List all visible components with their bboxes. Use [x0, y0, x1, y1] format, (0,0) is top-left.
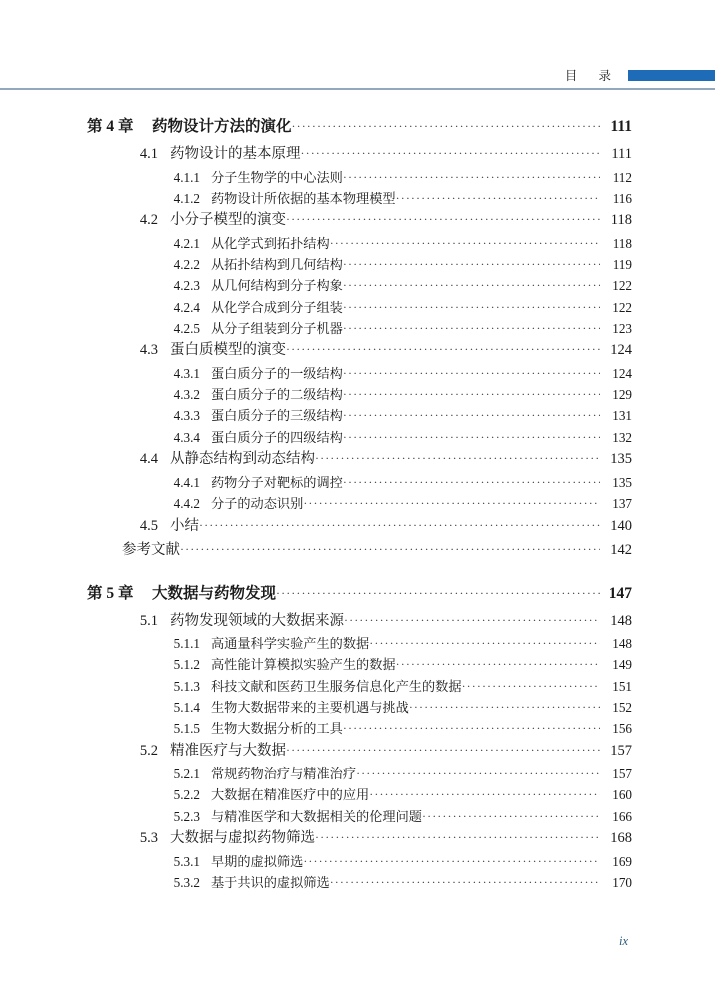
toc-entry-sub[interactable]	[87, 360, 632, 381]
toc-entry-title: 基于共识的虚拟筛选	[211, 874, 330, 890]
toc-leader-dots	[180, 543, 600, 555]
toc-entry-title: 大数据与虚拟药物筛选	[170, 830, 315, 847]
toc-entry-page-number: 156	[612, 720, 632, 736]
toc-leader-dots	[286, 744, 600, 756]
running-header-title: 目 录	[564, 69, 620, 83]
toc-entry-number: 5.3	[139, 830, 158, 847]
toc-entry-title: 从拓扑结构到几何结构	[211, 257, 343, 273]
toc-entry-page-number: 118	[612, 235, 632, 251]
toc-entry-page-number: 160	[612, 787, 632, 803]
toc-entry-sub[interactable]	[87, 424, 632, 445]
toc-entry-number: 4.2.3	[173, 278, 200, 294]
toc-entry-page-number: 124	[612, 365, 632, 381]
toc-entry-sub[interactable]	[87, 760, 632, 781]
toc-leader-dots	[286, 343, 600, 355]
toc-entry-title: 药物分子对靶标的调控	[211, 474, 343, 490]
toc-leader-dots	[343, 301, 600, 313]
toc-entry-sub[interactable]	[87, 651, 632, 672]
toc-entry-sub[interactable]	[87, 272, 632, 293]
toc-entry-number: 5.1	[139, 612, 158, 629]
toc-entry-number: 5.1.5	[173, 720, 200, 736]
toc-entry-page-number: 111	[611, 146, 632, 162]
chapter-spacer	[0, 560, 715, 573]
toc-entry-number: 4.3.4	[173, 429, 200, 445]
toc-entry-number: 5.2.3	[173, 808, 200, 824]
toc-entry-page-number: 140	[610, 517, 632, 534]
toc-entry-title: 药物设计所依据的基本物理模型	[211, 190, 396, 206]
toc-entry-title: 科技文献和医药卫生服务信息化产生的数据	[211, 678, 462, 694]
running-header	[0, 62, 715, 88]
toc-entry-title: 分子生物学的中心法则	[211, 169, 343, 185]
toc-leader-dots	[343, 258, 600, 270]
toc-entry-number: 5.3.1	[173, 853, 200, 869]
toc-entry-section[interactable]	[87, 736, 632, 760]
toc-leader-dots	[396, 658, 600, 670]
toc-entry-title: 蛋白质分子的二级结构	[211, 387, 343, 403]
toc-entry-title: 参考文献	[122, 542, 180, 559]
toc-entry-page-number: 135	[610, 451, 632, 468]
toc-entry-page-number: 123	[612, 320, 632, 336]
toc-leader-dots	[396, 192, 600, 204]
toc-entry-sub[interactable]	[87, 402, 632, 423]
toc-entry-page-number: 148	[610, 612, 632, 629]
toc-entry-section[interactable]	[87, 445, 632, 469]
toc-leader-dots	[276, 587, 600, 599]
toc-entry-title: 蛋白质模型的演变	[170, 342, 286, 359]
toc-entry-title: 药物设计的基本原理	[170, 146, 301, 162]
toc-entry-sub[interactable]	[87, 164, 632, 185]
toc-entry-title: 蛋白质分子的三级结构	[211, 408, 343, 424]
toc-entry-title: 大数据与药物发现	[152, 584, 277, 602]
toc-entry-sub[interactable]	[87, 803, 632, 824]
toc-leader-dots	[409, 701, 600, 713]
toc-leader-dots	[292, 120, 600, 132]
toc-entry-title: 从化学式到拓扑结构	[211, 235, 330, 251]
toc-entry-section[interactable]	[87, 206, 632, 230]
toc-entry-title: 蛋白质分子的一级结构	[211, 365, 343, 381]
toc-entry-sub[interactable]	[87, 715, 632, 736]
toc-entry-sub[interactable]	[87, 869, 632, 890]
toc-entry-sub[interactable]	[87, 781, 632, 802]
toc-leader-dots	[343, 279, 600, 291]
toc-entry-page-number: 116	[612, 190, 632, 206]
toc-entry-number: 4.3.2	[173, 387, 200, 403]
toc-entry-sub[interactable]	[87, 673, 632, 694]
toc-entry-page-number: 157	[610, 742, 632, 759]
toc-entry-page-number: 147	[608, 584, 632, 602]
toc-entry-number: 第 5 章	[87, 584, 134, 602]
toc-entry-title: 精准医疗与大数据	[170, 742, 286, 759]
toc-entry-page-number: 131	[612, 408, 632, 424]
toc-entry-plain[interactable]	[87, 535, 632, 560]
toc-entry-page-number: 170	[612, 874, 632, 890]
toc-entry-number: 4.4	[139, 451, 158, 468]
toc-entry-section[interactable]	[87, 511, 632, 535]
toc-entry-page-number: 111	[610, 118, 632, 135]
toc-leader-dots	[343, 722, 600, 734]
toc-entry-page-number: 122	[612, 299, 632, 315]
header-accent-bar	[628, 70, 715, 81]
toc-entry-number: 4.2.2	[173, 257, 200, 273]
toc-entry-page-number: 122	[612, 278, 632, 294]
toc-entry-page-number: 132	[612, 429, 632, 445]
toc-entry-number: 4.3.3	[173, 408, 200, 424]
toc-entry-sub[interactable]	[87, 469, 632, 490]
toc-leader-dots	[199, 519, 600, 531]
toc-entry-page-number: 119	[612, 257, 632, 273]
toc-entry-number: 5.1.3	[173, 678, 200, 694]
toc-entry-number: 4.3.1	[173, 365, 200, 381]
toc-entry-page-number: 157	[612, 766, 632, 782]
toc-entry-page-number: 152	[612, 699, 632, 715]
toc-entry-page-number: 148	[612, 636, 632, 652]
toc-entry-sub[interactable]	[87, 315, 632, 336]
toc-entry-sub[interactable]	[87, 294, 632, 315]
toc-leader-dots	[343, 367, 600, 379]
header-divider-rule	[0, 88, 715, 90]
toc-entry-title: 大数据在精准医疗中的应用	[211, 787, 370, 803]
toc-leader-dots	[286, 213, 600, 225]
toc-entry-number: 第 4 章	[87, 118, 134, 135]
toc-entry-number: 4.1	[139, 146, 158, 162]
toc-leader-dots	[369, 637, 600, 649]
toc-entry-title: 从分子组装到分子机器	[211, 320, 343, 336]
toc-entry-page-number: 124	[610, 342, 632, 359]
toc-entry-page-number: 142	[610, 542, 632, 559]
toc-entry-number: 4.2.1	[173, 235, 200, 251]
toc-entry-number: 5.1.1	[173, 636, 200, 652]
toc-entry-number: 4.2.5	[173, 320, 200, 336]
toc-leader-dots	[343, 388, 600, 400]
toc-entry-chapter[interactable]	[87, 573, 632, 607]
toc-entry-sub[interactable]	[87, 381, 632, 402]
toc-entry-title: 从化学合成到分子组装	[211, 299, 343, 315]
toc-entry-title: 药物发现领域的大数据来源	[170, 612, 344, 629]
toc-entry-number: 5.3.2	[173, 874, 200, 890]
toc-entry-number: 4.4.2	[173, 495, 200, 511]
toc-entry-sub[interactable]	[87, 694, 632, 715]
toc-entry-title: 从几何结构到分子构象	[211, 278, 343, 294]
toc-leader-dots	[356, 767, 600, 779]
toc-leader-dots	[303, 855, 600, 867]
toc-leader-dots	[343, 322, 600, 334]
toc-entry-number: 4.1.2	[173, 190, 200, 206]
toc-entry-sub[interactable]	[87, 490, 632, 511]
toc-entry-page-number: 118	[610, 212, 632, 229]
toc-entry-title: 蛋白质分子的四级结构	[211, 429, 343, 445]
toc-entry-number: 5.1.2	[173, 657, 200, 673]
toc-entry-section[interactable]	[87, 140, 632, 164]
toc-entry-page-number: 168	[610, 830, 632, 847]
toc-leader-dots	[343, 171, 600, 183]
toc-leader-dots	[315, 452, 600, 464]
toc-entry-number: 4.2	[139, 212, 158, 229]
toc-entry-title: 从静态结构到动态结构	[170, 451, 315, 468]
toc-entry-title: 小分子模型的演变	[170, 212, 286, 229]
toc-leader-dots	[343, 409, 600, 421]
toc-entry-title: 高通量科学实验产生的数据	[211, 636, 370, 652]
toc-entry-page-number: 149	[612, 657, 632, 673]
toc-entry-page-number: 135	[612, 474, 632, 490]
toc-entry-number: 4.4.1	[173, 474, 200, 490]
toc-entry-number: 4.2.4	[173, 299, 200, 315]
toc-leader-dots	[315, 831, 600, 843]
toc-entry-page-number: 151	[612, 678, 632, 694]
toc-entry-number: 4.5	[139, 517, 158, 534]
toc-entry-title: 常规药物治疗与精准治疗	[211, 766, 357, 782]
toc-entry-section[interactable]	[87, 824, 632, 848]
toc-entry-number: 4.1.1	[173, 169, 200, 185]
toc-entry-page-number: 129	[612, 387, 632, 403]
toc-entry-number: 5.1.4	[173, 699, 200, 715]
toc-leader-dots	[330, 237, 600, 249]
toc-entry-title: 与精准医学和大数据相关的伦理问题	[211, 808, 422, 824]
toc-leader-dots	[343, 431, 600, 443]
toc-leader-dots	[343, 476, 600, 488]
toc-entry-title: 早期的虚拟筛选	[211, 853, 304, 869]
toc-leader-dots	[344, 614, 600, 626]
page-folio: ix	[618, 934, 628, 948]
toc-entry-section[interactable]	[87, 606, 632, 630]
toc-leader-dots	[422, 810, 600, 822]
toc-entry-sub[interactable]	[87, 185, 632, 206]
toc-entry-title: 药物设计方法的演化	[152, 118, 292, 135]
table-of-contents	[0, 106, 715, 890]
toc-entry-title: 分子的动态识别	[211, 495, 304, 511]
toc-entry-section[interactable]	[87, 336, 632, 360]
toc-leader-dots	[462, 680, 600, 692]
toc-entry-sub[interactable]	[87, 848, 632, 869]
toc-leader-dots	[303, 497, 600, 509]
toc-entry-sub[interactable]	[87, 251, 632, 272]
toc-entry-number: 5.2	[139, 742, 158, 759]
toc-entry-number: 4.3	[139, 342, 158, 359]
toc-entry-sub[interactable]	[87, 230, 632, 251]
toc-entry-number: 5.2.2	[173, 787, 200, 803]
toc-entry-title: 生物大数据带来的主要机遇与挑战	[211, 699, 409, 715]
toc-entry-title: 小结	[170, 517, 199, 534]
toc-entry-title: 生物大数据分析的工具	[211, 720, 343, 736]
toc-leader-dots	[301, 147, 601, 159]
toc-entry-page-number: 169	[612, 853, 632, 869]
toc-entry-sub[interactable]	[87, 630, 632, 651]
toc-leader-dots	[330, 876, 600, 888]
toc-entry-page-number: 112	[612, 169, 632, 185]
toc-entry-page-number: 137	[612, 495, 632, 511]
toc-entry-page-number: 166	[612, 808, 632, 824]
toc-leader-dots	[369, 788, 600, 800]
toc-entry-title: 高性能计算模拟实验产生的数据	[211, 657, 396, 673]
toc-entry-chapter[interactable]	[87, 106, 632, 140]
toc-entry-number: 5.2.1	[173, 766, 200, 782]
